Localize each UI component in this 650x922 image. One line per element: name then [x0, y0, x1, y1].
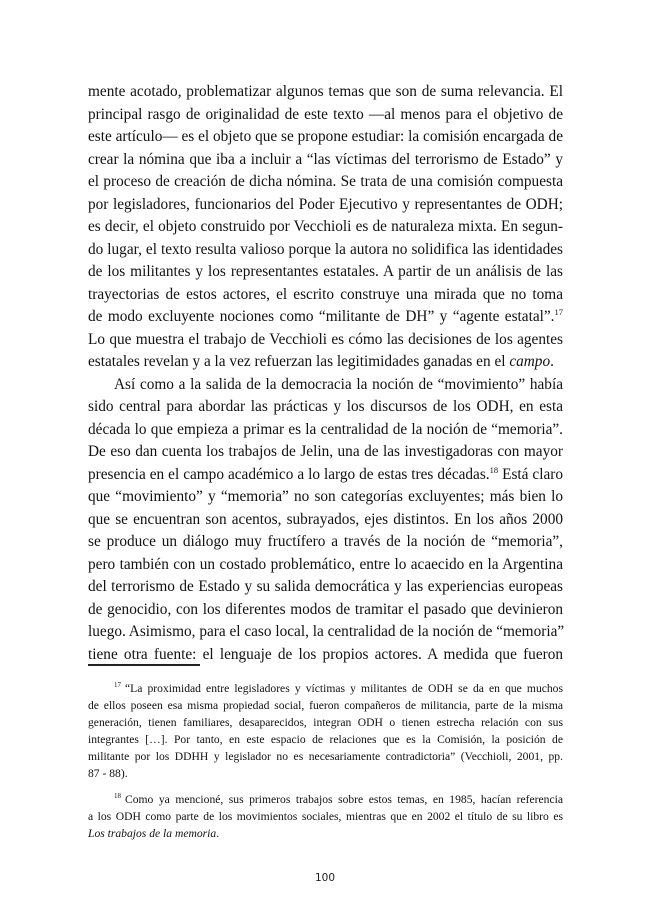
- body-line: es decir, el objeto construido por Vecchioli es de naturaleza mixta. En segun-: [88, 218, 563, 235]
- body-line: trayectorias de estos actores, el escrito construye una mirada que no toma: [88, 285, 563, 303]
- body-line: luego. Asimismo, para el caso local, la centralidad de la noción de “memoria”: [88, 623, 565, 640]
- body-line: el proceso de creación de dicha nómina. Se trata de una comisión compuesta: [88, 173, 563, 190]
- footnote-18-line: a los ODH como parte de los movimientos sociales, mientras que en 2002 el título de su libro es: [88, 810, 563, 823]
- italic-term: campo: [509, 353, 551, 370]
- body-line: este artículo— es el objeto que se propone estudiar: la comisión encargada de: [88, 128, 563, 145]
- footnote-ref-17: 17: [554, 307, 563, 317]
- body-line: crear la nómina que iba a incluir a “las víctimas del terrorismo de Estado” y: [88, 150, 563, 168]
- footnote-18-line: $^{18}$ Como ya mencioné, sus primeros trabajos sobre estos temas, en 1985, hacían referencia: [114, 792, 563, 806]
- body-line: estatales revelan y a la vez refuerzan las legitimidades ganadas en el campo.: [88, 353, 554, 370]
- footnote-number: 18: [114, 792, 121, 800]
- footnote-17-line: 87 - 88).: [88, 767, 128, 780]
- body-line: década lo que empieza a primar es la centralidad de la noción de “memoria”.: [88, 420, 563, 438]
- footnotes: [88, 680, 563, 842]
- body-line: de genocidio, con los diferentes modos de tramitar el pasado que devinieron: [88, 600, 563, 618]
- body-line: mente acotado, problematizar algunos temas que son de suma relevancia. El: [88, 83, 563, 100]
- body-line: por legisladores, funcionarios del Poder Ejecutivo y representantes de ODH;: [88, 195, 563, 213]
- footnote-18-line: Los trabajos de la memoria.: [88, 827, 220, 840]
- body-line: tiene otra fuente: el lenguaje de los propios actores. A medida que fueron: [88, 645, 563, 663]
- body-line: pero también con un costado problemático, entre lo acaecido en la Argentina: [88, 555, 563, 573]
- body-text: [88, 81, 563, 666]
- footnote-ref-18: 18: [489, 464, 499, 475]
- body-line: Lo que muestra el trabajo de Vecchioli es cómo las decisiones de los agentes: [88, 330, 563, 348]
- body-line: se produce un diálogo muy fructífero a través de la noción de “memoria”,: [88, 533, 563, 550]
- footnote-17-line: militante por los DDHH y legislador no es necesariamente contradictoria” (Vecchioli, 2001, pp.: [88, 750, 563, 763]
- footnote-17-line: integrantes […]. Por tanto, en este espacio de relaciones que es la Comisión, la posición de: [88, 733, 563, 746]
- body-line: principal rasgo de originalidad de este texto —al menos para el objetivo de: [88, 105, 563, 123]
- body-line: De eso dan cuenta los trabajos de Jelin, una de las investigadoras con mayor: [88, 443, 563, 460]
- footnote-separator: [88, 664, 200, 666]
- body-line: que se encuentran son acentos, subrayados, ejes distintos. En los años 2000: [88, 510, 563, 528]
- body-line: do lugar, el texto resulta valioso porque la autora no solidifica las identidades: [88, 240, 563, 258]
- body-line: de los militantes y los representantes estatales. A partir de un análisis de las: [88, 263, 563, 280]
- footnote-number: 17: [114, 681, 121, 689]
- footnote-17-line: generación, tienen familiares, desaparecidos, integran ODH o tienen estrecha relación con sus: [88, 716, 563, 729]
- body-line: presencia en el campo académico a lo largo de estas tres décadas.$^{18}$ Está claro: [88, 464, 563, 483]
- body-line: que “movimiento” y “memoria” no son categorías excluyentes; más bien lo: [88, 488, 563, 505]
- body-line: del terrorismo de Estado y su salida democrática y las experiencias europeas: [88, 578, 563, 595]
- footnote-17-line: $^{17}$ “La proximidad entre legisladores y víctimas y militantes de ODH se da en que muchos: [114, 681, 563, 695]
- footnote-17-line: de ellos poseen esa misma propiedad social, fueron compañeros de militancia, parte de la misma: [88, 699, 563, 712]
- body-line: sido central para abordar las prácticas y los discursos de los ODH, en esta: [88, 398, 563, 415]
- page-number: 100: [314, 872, 336, 884]
- body-line: de modo excluyente nociones como “militante de DH” y “agente estatal”.$^{17}$: [88, 307, 563, 325]
- book-title: Los trabajos de la memoria: [88, 827, 217, 840]
- body-line: Así como a la salida de la democracia la noción de “movimiento” había: [114, 375, 563, 393]
